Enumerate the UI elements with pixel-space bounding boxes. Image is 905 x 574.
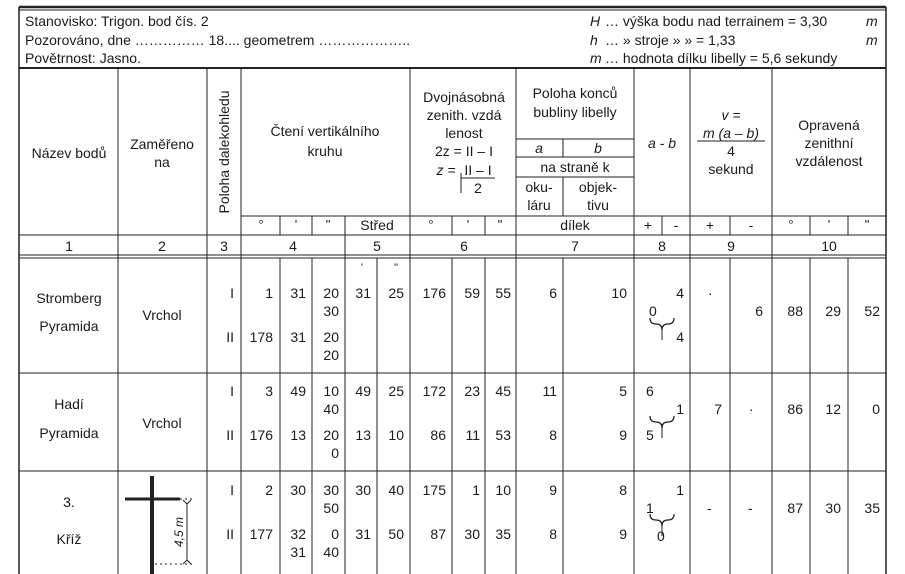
- double-min: 30: [464, 526, 480, 542]
- reading-sec: 20: [323, 329, 339, 345]
- col-num-2: 2: [158, 238, 166, 254]
- header-date: Pozorováno, dne …………… 18.... geometrem ………………..: [25, 32, 411, 48]
- position: II: [226, 427, 234, 443]
- double-deg: 87: [430, 526, 446, 542]
- col-v-denominator: 4: [727, 143, 735, 159]
- ab-left: 1: [646, 500, 654, 516]
- reading-deg: 177: [249, 526, 273, 542]
- col-double-formula-den: 2: [474, 180, 482, 196]
- double-min: 1: [472, 482, 480, 498]
- col-num-7: 7: [571, 238, 579, 254]
- bubble-a: 6: [549, 285, 557, 301]
- unit-min-6: ': [466, 217, 470, 232]
- col-ab-header: a - b: [647, 135, 677, 151]
- position: I: [230, 482, 234, 498]
- stred-sec: 40: [388, 482, 404, 498]
- ab-bottom: 5: [646, 427, 654, 443]
- position: I: [230, 285, 234, 301]
- ab-bottom: 4: [676, 329, 684, 345]
- header-weather: Povětrnost: Jasno.: [25, 50, 141, 66]
- reading-deg: 2: [265, 482, 273, 498]
- col-double-header-3: lenost: [445, 125, 483, 141]
- unit-deg-6: °: [428, 217, 434, 232]
- col-v-unit: sekund: [708, 161, 754, 177]
- col-v-numerator: m (a – b): [702, 125, 760, 141]
- ab-right: 1: [676, 401, 684, 417]
- v-plus: 7: [714, 401, 722, 417]
- position: II: [226, 526, 234, 542]
- position: II: [226, 329, 234, 345]
- target: Vrchol: [142, 415, 182, 431]
- cross-height-label: 4,5 m: [172, 516, 186, 548]
- double-sec: 45: [495, 383, 511, 399]
- table-row: [57, 482, 881, 560]
- v-plus: -: [707, 500, 712, 516]
- unit-deg-10: °: [788, 217, 794, 232]
- reading-min: 49: [290, 383, 306, 399]
- stred-min: 31: [355, 285, 371, 301]
- point-name: 3.: [63, 494, 75, 510]
- reading-sec: 20: [323, 285, 339, 301]
- col-bubble-a: a: [535, 140, 543, 156]
- reading-sec: 0: [331, 445, 339, 461]
- reading-sec: 50: [323, 500, 339, 516]
- unit-sec: ": [325, 217, 331, 232]
- col-bubble-header-1: Poloha konců: [532, 85, 618, 101]
- col-position-header: Poloha dalekohledu: [216, 90, 232, 214]
- double-min: 23: [464, 383, 480, 399]
- stred-sec: 10: [388, 427, 404, 443]
- col-num-3: 3: [220, 238, 228, 254]
- bubble-a: 8: [549, 526, 557, 542]
- reading-deg: 178: [249, 329, 273, 345]
- col-num-5: 5: [373, 238, 381, 254]
- col-v-header: v =: [721, 107, 741, 123]
- double-sec: 35: [495, 526, 511, 542]
- point-name: Hadí: [54, 396, 84, 412]
- stred-min-mark: ': [360, 262, 363, 274]
- col-bubble-ocular-1: oku-: [525, 179, 553, 195]
- col-bubble-header-2: bubliny libelly: [533, 104, 617, 120]
- stred-sec: 50: [388, 526, 404, 542]
- col-double-formula-z: z =: [436, 162, 456, 178]
- stred-min: 30: [355, 482, 371, 498]
- col-corrected-header-1: Opravená: [798, 117, 860, 133]
- col-reading-header-1: Čtení vertikálního: [270, 123, 380, 139]
- reading-sec: 10: [323, 383, 339, 399]
- col-num-1: 1: [65, 238, 73, 254]
- reading-min: 31: [290, 329, 306, 345]
- bubble-b: 9: [619, 427, 627, 443]
- bubble-b: 9: [619, 526, 627, 542]
- corr-sec: 35: [864, 500, 880, 516]
- header-unit-2: m: [866, 32, 878, 48]
- header-unit-1: m: [866, 13, 878, 29]
- ab-bottom: 0: [657, 528, 665, 544]
- ab-top: 4: [676, 285, 684, 301]
- v-plus: ·: [708, 285, 713, 301]
- col-target-header-1: Zaměřeno: [130, 136, 194, 152]
- double-deg: 172: [422, 383, 446, 399]
- stred-sec: 25: [388, 383, 404, 399]
- bubble-a: 11: [542, 383, 557, 399]
- unit-minus-8: -: [673, 217, 679, 233]
- bubble-a: 9: [549, 482, 557, 498]
- col-name-header: Název bodů: [31, 145, 107, 161]
- reading-deg: 176: [249, 427, 273, 443]
- reading-deg: 3: [265, 383, 273, 399]
- header-sym-H: H: [590, 13, 601, 29]
- unit-sec-10: ": [864, 217, 870, 232]
- col-num-6: 6: [460, 238, 468, 254]
- double-deg: 176: [422, 285, 446, 301]
- corr-min: 12: [825, 401, 841, 417]
- col-num-10: 10: [821, 238, 837, 254]
- point-name: Pyramida: [39, 318, 99, 334]
- unit-minus-9: -: [748, 217, 754, 233]
- unit-stred: Střed: [360, 217, 394, 233]
- header-right-3: … hodnota dílku libelly = 5,6 sekundy: [605, 50, 838, 66]
- reading-sec: 40: [323, 544, 339, 560]
- col-double-formula-num: II – I: [464, 162, 492, 178]
- reading-min: 30: [290, 482, 306, 498]
- ab-right: 1: [676, 482, 684, 498]
- col-num-4: 4: [289, 238, 297, 254]
- header-right-1: … výška bodu nad terrainem = 3,30: [605, 13, 828, 29]
- table-row: [36, 262, 880, 363]
- stred-sec-mark: ": [394, 262, 398, 274]
- stred-min: 31: [355, 526, 371, 542]
- header-sym-m: m: [590, 50, 602, 66]
- bubble-b: 5: [619, 383, 627, 399]
- header-station: Stanovisko: Trigon. bod čís. 2: [25, 13, 209, 29]
- double-sec: 55: [495, 285, 511, 301]
- corr-deg: 87: [787, 500, 803, 516]
- col-double-header-1: Dvojnásobná: [423, 89, 505, 105]
- position: I: [230, 383, 234, 399]
- col-num-9: 9: [727, 238, 735, 254]
- point-name: Kříž: [56, 531, 82, 547]
- col-bubble-objective-1: objek-: [578, 179, 618, 195]
- v-minus: 6: [755, 303, 763, 319]
- target: Vrchol: [142, 307, 182, 323]
- ab-top: 6: [646, 383, 654, 399]
- col-corrected-header-3: vzdálenost: [795, 153, 863, 169]
- reading-min: 31: [290, 285, 306, 301]
- unit-dilek: dílek: [560, 217, 590, 233]
- table-row: [39, 383, 880, 461]
- col-reading-header-2: kruhu: [307, 143, 343, 159]
- reading-sec: 40: [323, 401, 339, 417]
- col-double-formula: 2z = II – I: [435, 143, 493, 159]
- reading-sec: 30: [323, 482, 339, 498]
- unit-deg: °: [258, 217, 264, 232]
- point-name: Pyramida: [39, 425, 99, 441]
- col-target-header-2: na: [154, 154, 170, 170]
- corr-sec: 0: [872, 401, 880, 417]
- reading-min: 13: [290, 427, 306, 443]
- point-name: Stromberg: [36, 290, 102, 306]
- stred-sec: 25: [388, 285, 404, 301]
- header-sym-h: h: [590, 32, 598, 48]
- bubble-b: 8: [619, 482, 627, 498]
- reading-min: 31: [290, 544, 306, 560]
- col-double-header-2: zenith. vzdá: [426, 107, 502, 123]
- double-deg: 86: [430, 427, 446, 443]
- double-sec: 10: [495, 482, 511, 498]
- v-minus: -: [748, 500, 753, 516]
- double-min: 59: [464, 285, 480, 301]
- corr-min: 30: [825, 500, 841, 516]
- unit-plus-8: +: [643, 217, 653, 233]
- col-bubble-side: na straně k: [540, 159, 610, 175]
- v-minus: ·: [749, 401, 754, 417]
- stred-min: 49: [355, 383, 371, 399]
- double-deg: 175: [422, 482, 446, 498]
- corr-sec: 52: [864, 303, 880, 319]
- bubble-b: 10: [611, 285, 627, 301]
- col-bubble-ocular-2: láru: [527, 197, 551, 213]
- bubble-a: 8: [549, 427, 557, 443]
- corr-min: 29: [825, 303, 841, 319]
- double-sec: 53: [495, 427, 511, 443]
- col-bubble-b: b: [594, 140, 602, 156]
- unit-min-10: ': [827, 217, 831, 232]
- unit-plus-9: +: [705, 217, 715, 233]
- header-right-2: … » stroje » » = 1,33: [605, 32, 736, 48]
- reading-sec: 20: [323, 347, 339, 363]
- col-bubble-objective-2: tivu: [587, 197, 609, 213]
- reading-min: 32: [290, 526, 306, 542]
- corr-deg: 86: [787, 401, 803, 417]
- corr-deg: 88: [787, 303, 803, 319]
- reading-deg: 1: [265, 285, 273, 301]
- col-num-8: 8: [658, 238, 666, 254]
- double-min: 11: [465, 427, 480, 443]
- stred-min: 13: [355, 427, 371, 443]
- reading-sec: 20: [323, 427, 339, 443]
- reading-sec: 0: [331, 526, 339, 542]
- col-corrected-header-2: zenithní: [804, 135, 854, 151]
- unit-min: ': [294, 217, 298, 232]
- reading-sec: 30: [323, 303, 339, 319]
- unit-sec-6: ": [497, 217, 503, 232]
- ab-left: 0: [649, 303, 657, 319]
